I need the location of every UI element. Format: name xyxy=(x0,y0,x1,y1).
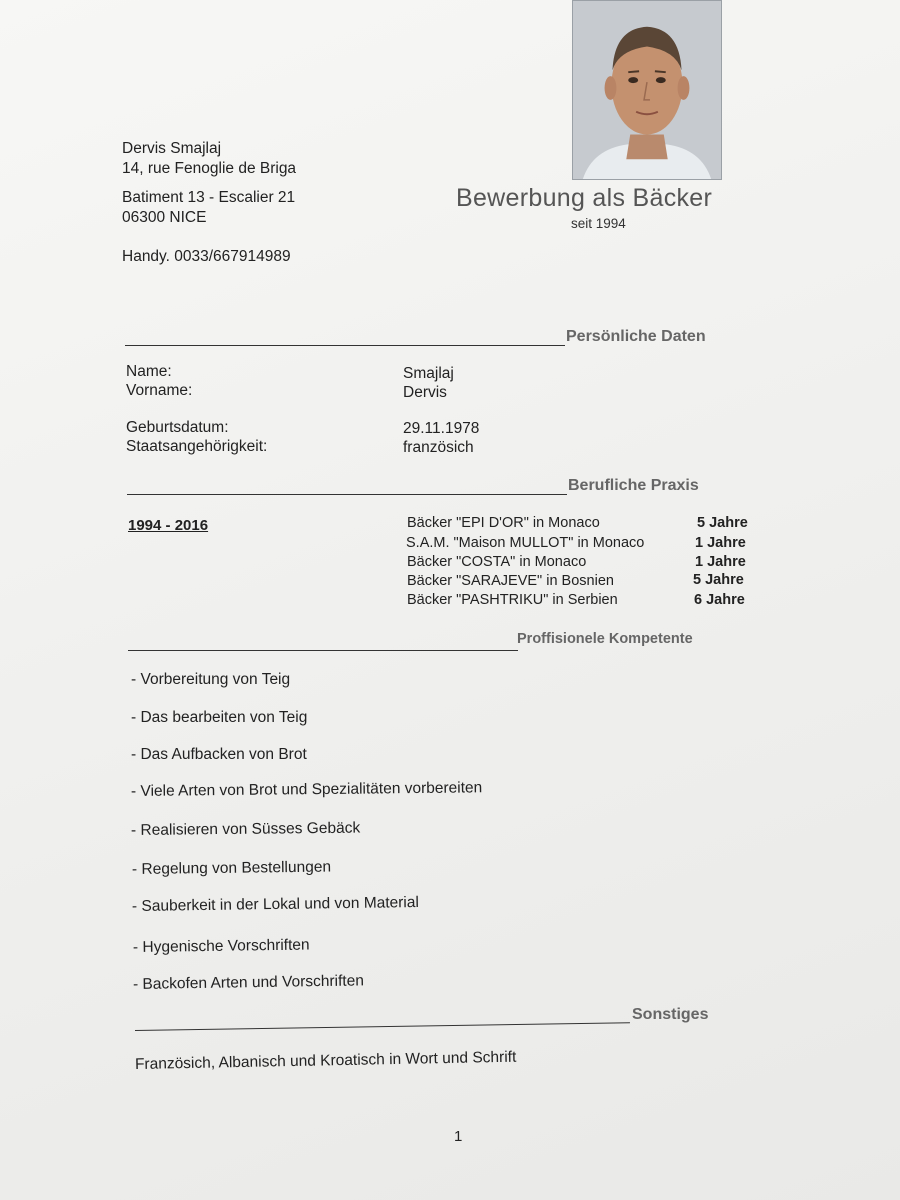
address-city: 06300 NICE xyxy=(122,209,207,226)
job-duration: 1 Jahre xyxy=(695,535,746,551)
section-heading-other: Sonstiges xyxy=(632,1006,709,1023)
competence-item: - Regelung von Bestellungen xyxy=(131,858,332,878)
section-heading-personal: Persönliche Daten xyxy=(566,328,706,345)
job-duration: 1 Jahre xyxy=(695,554,746,570)
value-birthdate: 29.11.1978 xyxy=(403,420,480,437)
competence-item: - Backofen Arten und Vorschriften xyxy=(132,972,365,993)
job-entry: Bäcker "COSTA" in Monaco xyxy=(407,554,587,570)
job-entry: Bäcker "PASHTRIKU" in Serbien xyxy=(407,592,618,608)
section-divider xyxy=(127,494,567,495)
page-number: 1 xyxy=(454,1128,463,1145)
work-period: 1994 - 2016 xyxy=(128,517,209,534)
competence-item: - Das Aufbacken von Brot xyxy=(131,746,307,763)
section-heading-practice: Berufliche Praxis xyxy=(568,477,699,494)
section-divider xyxy=(125,345,565,346)
label-birthdate: Geburtsdatum: xyxy=(126,419,229,436)
value-firstname: Dervis xyxy=(403,384,447,401)
section-divider xyxy=(135,1022,630,1031)
competence-item: - Das bearbeiten von Teig xyxy=(131,709,308,726)
document-title: Bewerbung als Bäcker xyxy=(456,184,713,212)
competence-item: - Realisieren von Süsses Gebäck xyxy=(130,819,361,839)
job-entry: S.A.M. "Maison MULLOT" in Monaco xyxy=(406,535,645,551)
competence-item: - Sauberkeit in der Lokal und von Material xyxy=(131,893,420,915)
job-duration: 5 Jahre xyxy=(693,572,744,588)
value-name: Smajlaj xyxy=(403,365,454,382)
job-entry: Bäcker "EPI D'OR" in Monaco xyxy=(407,515,600,531)
portrait-photo xyxy=(572,0,722,180)
job-duration: 6 Jahre xyxy=(694,592,745,608)
value-nationality: französich xyxy=(403,439,474,456)
competence-item: - Vorbereitung von Teig xyxy=(131,671,291,688)
label-nationality: Staatsangehörigkeit: xyxy=(126,438,268,455)
competence-item: - Hygenische Vorschriften xyxy=(132,936,310,956)
label-firstname: Vorname: xyxy=(126,382,193,399)
job-duration: 5 Jahre xyxy=(697,515,748,531)
job-entry: Bäcker "SARAJEVE" in Bosnien xyxy=(407,573,614,589)
label-name: Name: xyxy=(126,363,172,380)
languages-text: Französich, Albanisch und Kroatisch in Wort und Schrift xyxy=(134,1048,517,1073)
section-heading-competence: Proffisionele Kompetente xyxy=(517,631,693,647)
phone-number: Handy. 0033/667914989 xyxy=(122,248,291,265)
section-divider xyxy=(128,650,518,651)
competence-item: - Viele Arten von Brot und Spezialitäten vorbereiten xyxy=(130,779,483,800)
address-street: 14, rue Fenoglie de Briga xyxy=(122,160,297,177)
applicant-name: Dervis Smajlaj xyxy=(122,140,222,157)
address-building: Batiment 13 - Escalier 21 xyxy=(122,189,296,206)
document-subtitle: seit 1994 xyxy=(571,216,626,231)
